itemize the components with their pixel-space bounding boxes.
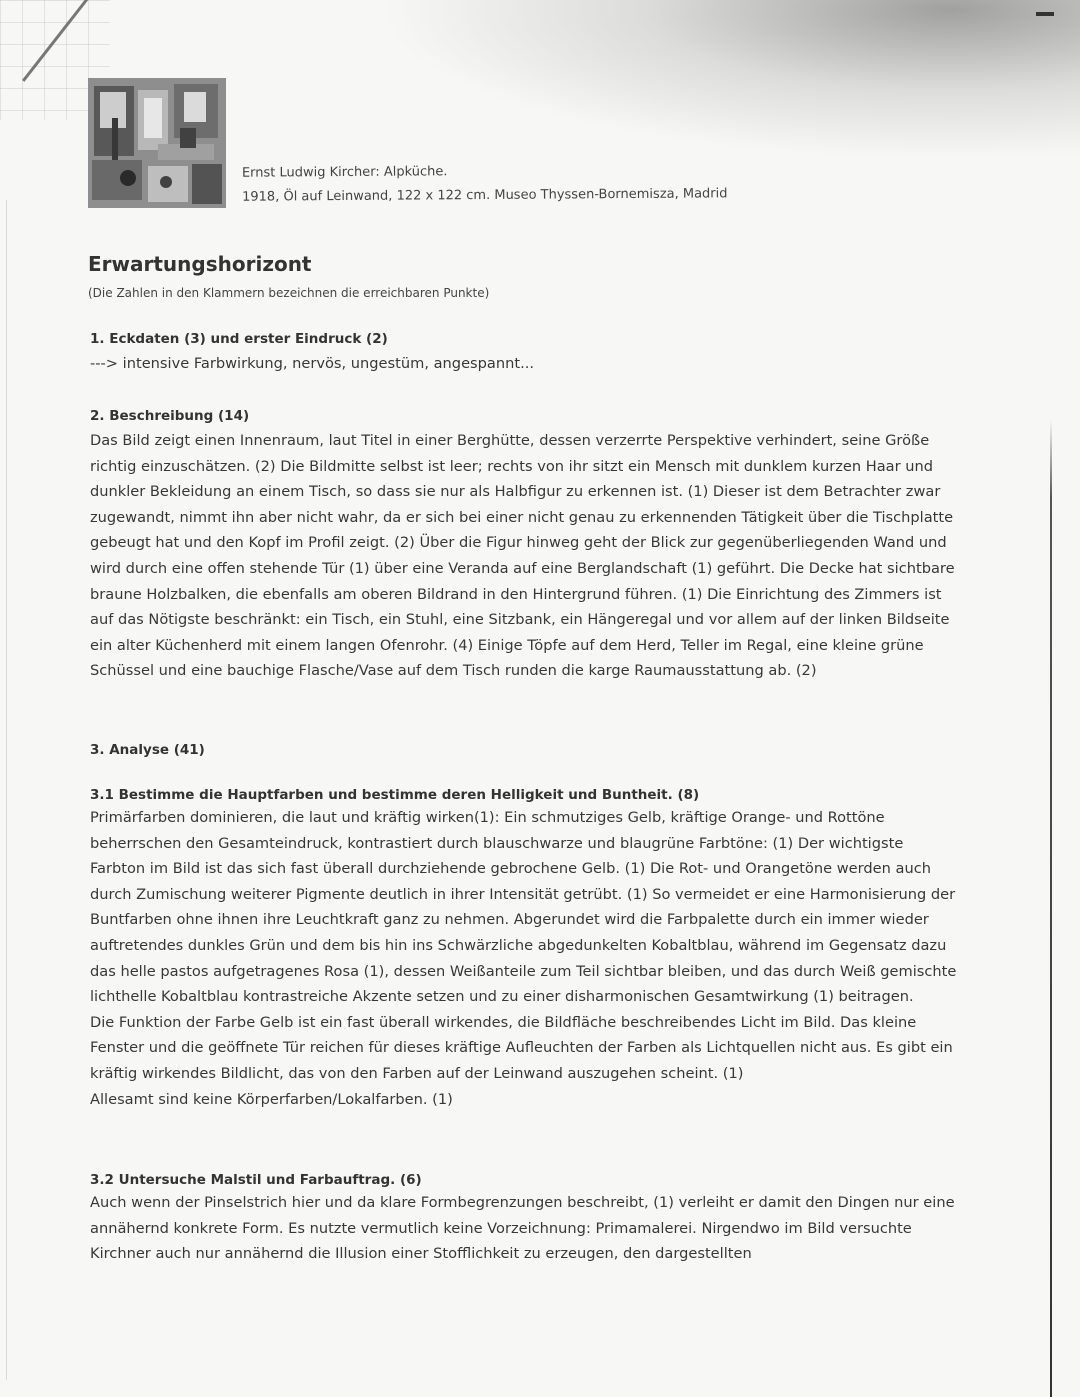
section-3-2-title: 3.2 Untersuche Malstil und Farbauftrag. (6) — [90, 1172, 422, 1188]
section-3-1-paragraph-3: Allesamt sind keine Körperfarben/Lokalfarben. (1) — [90, 1090, 453, 1108]
page-edge-left — [6, 200, 7, 1380]
page-edge-right — [1050, 420, 1052, 1397]
section-1-text: ---> intensive Farbwirkung, nervös, ungestüm, angespannt... — [90, 355, 534, 372]
caption-line-2: 1918, Öl auf Leinwand, 122 x 122 cm. Museo Thyssen-Bornemisza, Madrid — [242, 186, 728, 205]
edge-mark — [1036, 12, 1054, 16]
section-3-1 — [90, 787, 960, 1112]
scan-shadow — [380, 0, 1080, 160]
section-1 — [90, 331, 960, 377]
painting-thumbnail — [88, 78, 226, 208]
section-2 — [90, 408, 960, 684]
section-2-title: 2. Beschreibung (14) — [90, 408, 250, 424]
section-3 — [90, 742, 960, 758]
caption-line-1: Ernst Ludwig Kircher: Alpküche. — [241, 164, 448, 181]
section-3-1-title: 3.1 Bestimme die Hauptfarben und bestimme deren Helligkeit und Buntheit. (8) — [90, 787, 700, 803]
section-3-1-paragraph-1: Primärfarben dominieren, die laut und kräftig wirken(1): Ein schmutziges Gelb, kräftige Orange- und Rottöne beherrschen den Gesamteindruck, kontrastiert durch blauschwarze und blaugrüne Farbtöne: (1) Der wichtigste Farbton im Bild ist das sich fast überall durchziehende gebrochene Gelb. (1) Die Rot- und Orangetöne werden auch durch Zumischung weiterer Pigmente deutlich in ihrer Intensität getrübt. (1) So vermeidet er eine Harmonisierung der Buntfarben ohne ihnen ihre Leuchtkraft ganz zu nehmen. Abgerundet wird die Farbpalette durch ein immer wieder auftretendes dunkles Grün und dem bis hin ins Schwärzliche abgedunkelten Kobaltblau, während im Gegensatz dazu das helle pastos aufgetragenes Rosa (1), dessen Weißanteile zum Teil sichtbar bleiben, und das durch Weiß gemischte lichthelle Kobaltblau kontrastreiche Akzente setzen und zu einer disharmonischen Gesamtwirkung (1) beitragen. — [90, 809, 957, 1006]
section-3-title: 3. Analyse (41) — [90, 742, 205, 758]
points-note: (Die Zahlen in den Klammern bezeichnen die erreichbaren Punkte) — [88, 286, 490, 300]
page-title: Erwartungshorizont — [88, 252, 312, 276]
section-3-1-paragraph-2: Die Funktion der Farbe Gelb ist ein fast überall wirkendes, die Bildfläche beschreibendes Licht im Bild. Das kleine Fenster und die geöffnete Tür reichen für dieses kräftige Aufleuchten der Farben als Lichtquellen nicht aus. Es gibt ein kräftig wirkendes Bildlicht, das von den Farben auf der Leinwand auszugehen scheint. (1) — [90, 1013, 953, 1082]
section-3-2-text: Auch wenn der Pinselstrich hier und da klare Formbegrenzungen beschreibt, (1) verleiht er damit den Dingen nur eine annähernd konkrete Form. Es nutzte vermutlich keine Vorzeichnung: Primamalerei. Nirgendwo im Bild versuchte Kirchner auch nur annähernd die Illusion einer Stofflichkeit zu erzeugen, den dargestellten — [90, 1194, 955, 1263]
artwork-caption — [242, 158, 728, 209]
section-1-title: 1. Eckdaten (3) und erster Eindruck (2) — [90, 331, 388, 347]
section-3-2 — [90, 1172, 960, 1267]
section-2-text: Das Bild zeigt einen Innenraum, laut Titel in einer Berghütte, dessen verzerrte Perspektive verhindert, seine Größe richtig einzuschätzen. (2) Die Bildmitte selbst ist leer; rechts von ihr sitzt ein Mensch mit dunklem kurzen Haar und dunkler Bekleidung an einem Tisch, so dass sie nur als Halbfigur zu erkennen ist. (1) Dieser ist dem Betrachter zwar zugewandt, nimmt ihn aber nicht wahr, da er sich bei einer nicht genau zu erkennenden Tätigkeit über die Tischplatte gebeugt hat und den Kopf im Profil zeigt. (2) Über die Figur hinweg geht der Blick zur gegenüberliegenden Wand und wird durch eine offen stehende Tür (1) über eine Veranda auf eine Berglandschaft (1) geführt. Die Decke hat sichtbare braune Holzbalken, die ebenfalls am oberen Bildrand in den Hintergrund führen. (1) Die Einrichtung des Zimmers ist auf das Nötigste beschränkt: ein Tisch, ein Stuhl, eine Sitzbank, ein Hängeregal und vor allem auf der linken Bildseite ein alter Küchenherd mit einem langen Ofenrohr. (4) Einige Töpfe auf dem Herd, Teller im Regal, eine kleine grüne Schüssel und eine bauchige Flasche/Vase auf dem Tisch runden die karge Raumausstattung ab. (2) — [90, 432, 955, 680]
